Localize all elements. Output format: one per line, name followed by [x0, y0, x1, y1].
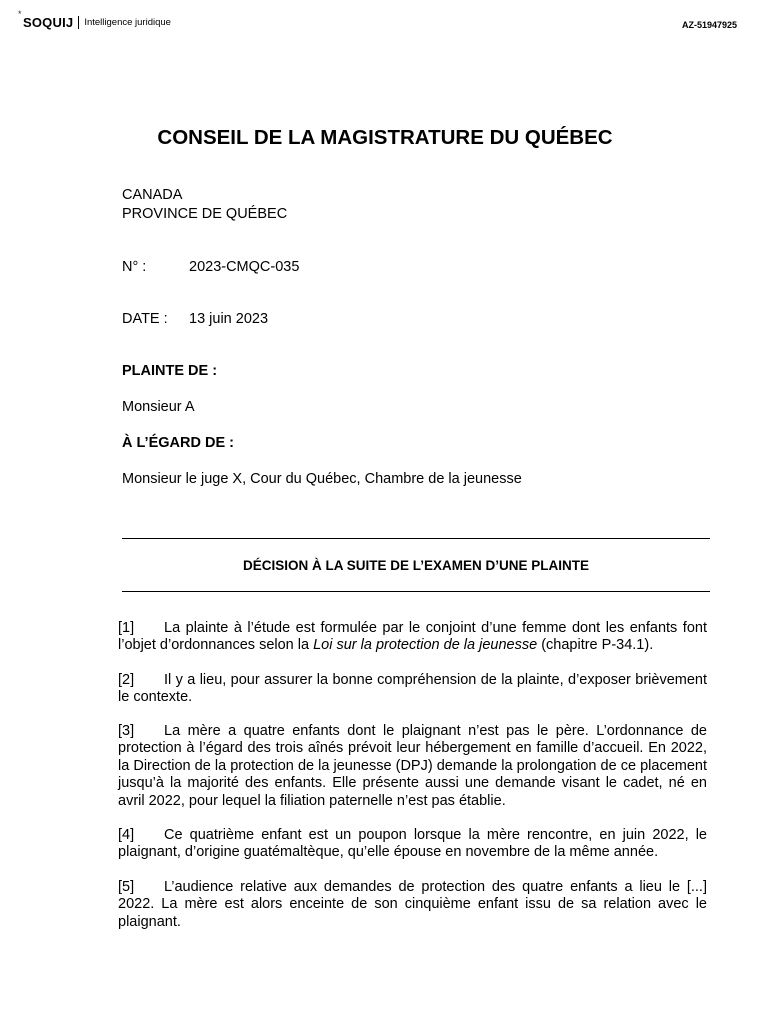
paragraph-3: [3] La mère a quatre enfants dont le plaignant n’est pas le père. L’ordonnance de protection à l’égard des trois aînés prévoit leur hébergement en famille d’accueil. En 2022, la Direction de la protection de la jeunesse (DPJ) demande la prolongation de ce placement jusqu’à la majorité des enfants. Elle présente aussi une demande visant le cadet, né en avril 2022, pour lequel la filiation paternelle n’est pas établie.	[118, 723, 707, 809]
logo-separator	[78, 16, 79, 29]
file-number-row	[122, 258, 299, 277]
date-row	[122, 310, 268, 329]
file-number-value: 2023-CMQC-035	[189, 259, 300, 275]
complaint-from-heading: PLAINTE DE :	[122, 363, 218, 379]
jurisdiction-province: PROVINCE DE QUÉBEC	[122, 206, 288, 222]
paragraph-number: [3]	[118, 723, 135, 739]
document-reference: AZ-51947925	[681, 20, 737, 30]
soquij-logo	[18, 9, 171, 32]
decision-heading: DÉCISION À LA SUITE DE L’EXAMEN D’UNE PLAINTE	[242, 558, 590, 573]
logo-tagline: Intelligence juridique	[84, 16, 171, 28]
paragraph-number: [1]	[118, 620, 135, 636]
date-value: 13 juin 2023	[189, 311, 269, 327]
paragraph-2: [2] Il y a lieu, pour assurer la bonne compréhension de la plainte, d’exposer brièvement le contexte.	[118, 672, 707, 706]
jurisdiction-country: CANADA	[122, 187, 183, 203]
date-label: DATE :	[122, 311, 168, 327]
paragraph-5: [5] L’audience relative aux demandes de protection des quatre enfants a lieu le [...] 2022. La mère est alors enceinte de son cinquième enfant issu de sa relation avec le plaignant.	[118, 879, 707, 930]
paragraph-1: [1] La plainte à l’étude est formulée par le conjoint d’une femme dont les enfants font l’objet d’ordonnances selon la Loi sur la protection de la jeunesse (chapitre P-34.1).	[118, 620, 707, 654]
file-number-label: N° :	[122, 259, 147, 275]
paragraph-number: [4]	[118, 827, 135, 843]
regarding-heading: À L’ÉGARD DE :	[122, 435, 234, 451]
complainant-name: Monsieur A	[122, 399, 195, 415]
logo-brand: SOQUIJ	[23, 14, 74, 30]
page-title: CONSEIL DE LA MAGISTRATURE DU QUÉBEC	[157, 126, 613, 149]
paragraph-number: [2]	[118, 672, 135, 688]
paragraph-4: [4] Ce quatrième enfant est un poupon lorsque la mère rencontre, en juin 2022, le plaignant, d’origine guatémaltèque, qu’elle épouse en novembre de la même année.	[118, 827, 707, 861]
divider-bottom	[122, 591, 710, 592]
paragraph-number: [5]	[118, 879, 135, 895]
divider-top	[122, 538, 710, 539]
regarding-judge: Monsieur le juge X, Cour du Québec, Chambre de la jeunesse	[122, 471, 522, 487]
logo-star-icon: *	[18, 9, 22, 19]
